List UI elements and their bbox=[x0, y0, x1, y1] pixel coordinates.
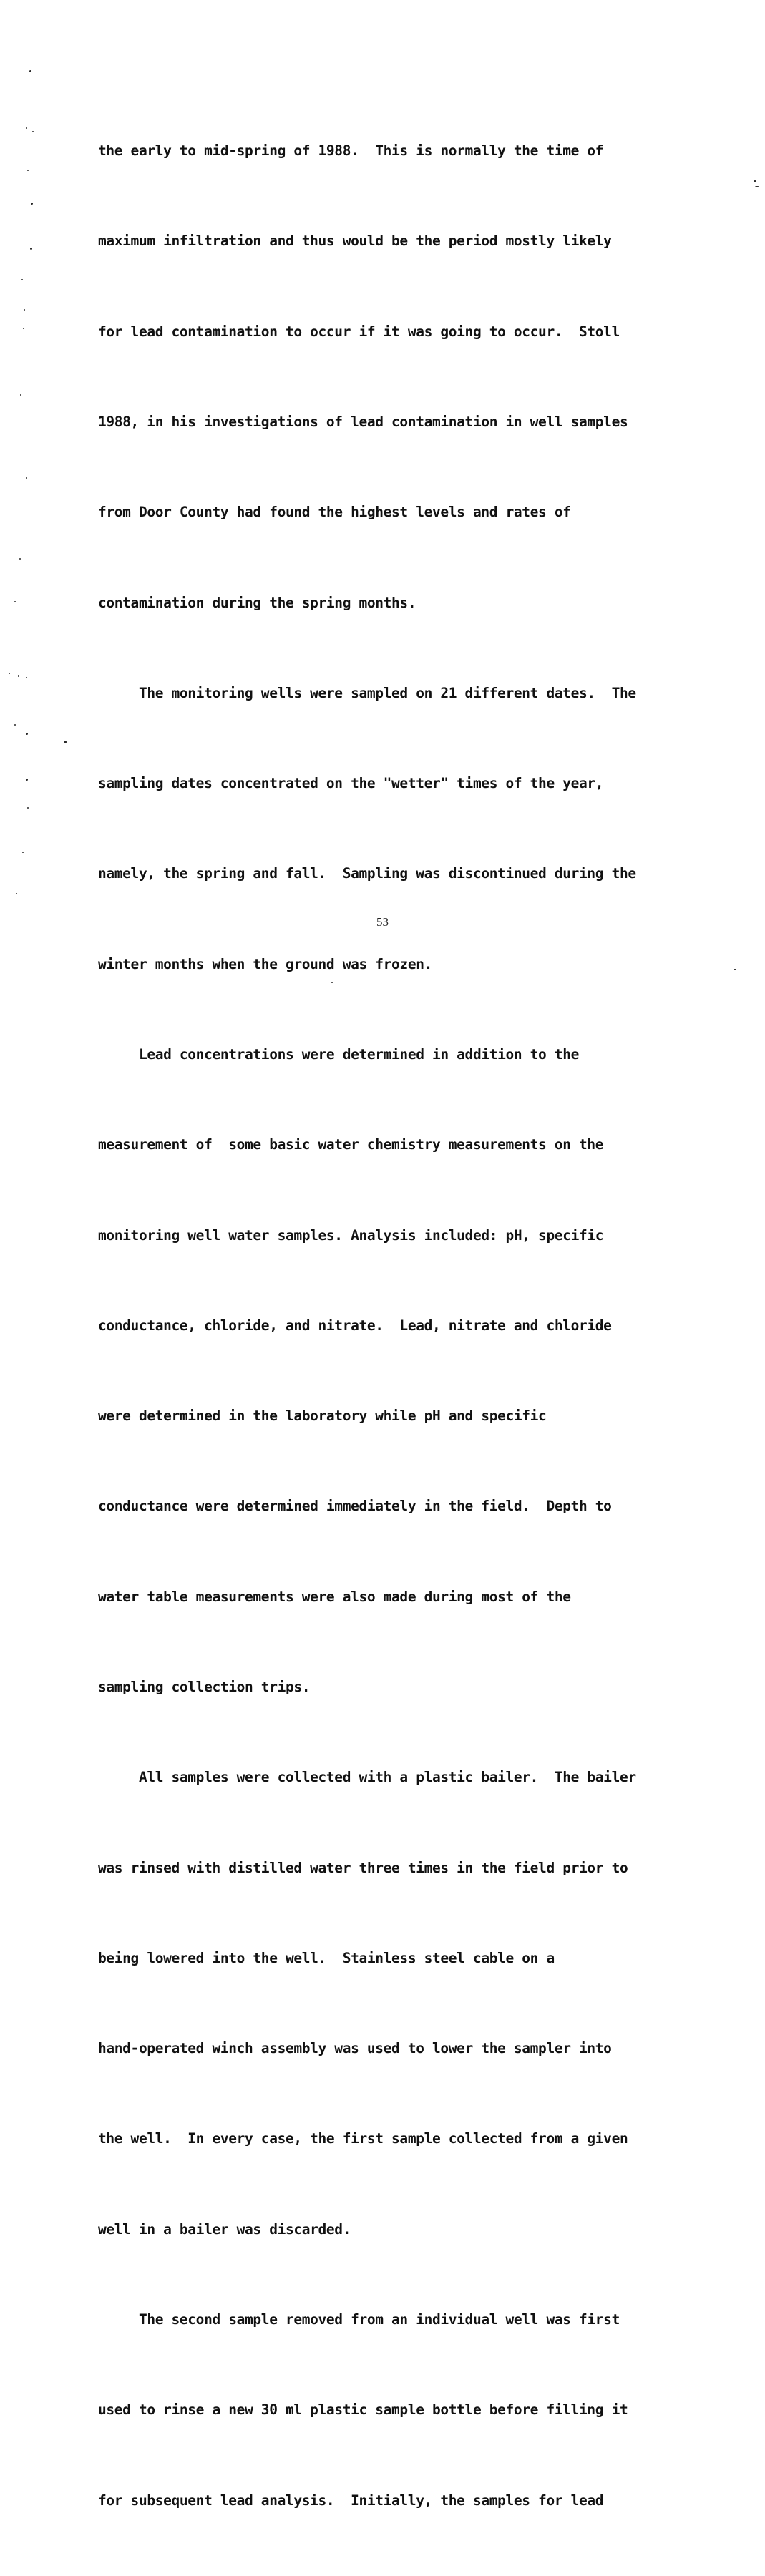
scan-speck bbox=[32, 131, 34, 132]
text-line: was rinsed with distilled water three times in the field prior to bbox=[98, 1859, 628, 1876]
scan-speck bbox=[31, 203, 33, 205]
text-line: used to rinse a new 30 ml plastic sample bottle before filling it bbox=[98, 2401, 628, 2419]
text-line: 1988, in his investigations of lead contamination in well samples bbox=[98, 414, 628, 431]
page-number: 53 bbox=[376, 915, 389, 929]
text-line: hand-operated winch assembly was used to lower the sampler into bbox=[98, 2040, 612, 2057]
text-line: namely, the spring and fall. Sampling was discontinued during the bbox=[98, 865, 636, 882]
text-line: Lead concentrations were determined in addition to the bbox=[98, 1046, 580, 1063]
text-line: the well. In every case, the first sample collected from a given bbox=[98, 2130, 628, 2147]
text-line: The monitoring wells were sampled on 21 different dates. The bbox=[98, 684, 636, 701]
text-line: All samples were collected with a plastic bailer. The bailer bbox=[98, 1769, 636, 1786]
scan-speck bbox=[16, 893, 17, 894]
text-line: for lead contamination to occur if it was going to occur. Stoll bbox=[98, 323, 620, 340]
text-line: were determined in the laboratory while pH and specific bbox=[98, 1407, 547, 1425]
text-line: sampling collection trips. bbox=[98, 1678, 311, 1695]
scan-speck bbox=[20, 394, 21, 396]
text-line: well in a bailer was discarded. bbox=[98, 2220, 351, 2238]
scan-speck bbox=[30, 248, 32, 250]
scan-speck bbox=[29, 70, 31, 72]
scan-speck bbox=[734, 969, 736, 970]
scan-speck bbox=[26, 779, 28, 781]
scan-speck bbox=[27, 170, 29, 171]
text-line: from Door County had found the highest levels and rates of bbox=[98, 504, 571, 521]
text-line: contamination during the spring months. bbox=[98, 594, 416, 611]
scan-speck bbox=[19, 558, 21, 560]
text-line: monitoring well water samples. Analysis included: pH, specific bbox=[98, 1226, 604, 1244]
scan-speck bbox=[26, 127, 27, 129]
scan-speck bbox=[64, 741, 67, 743]
scan-speck bbox=[331, 982, 333, 983]
text-line: being lowered into the well. Stainless steel cable on a bbox=[98, 1949, 555, 1966]
scan-speck bbox=[9, 673, 10, 674]
text-line: the early to mid-spring of 1988. This is normally the time of bbox=[98, 142, 604, 160]
body-text bbox=[98, 76, 713, 2576]
text-line: conductance, chloride, and nitrate. Lead, nitrate and chloride bbox=[98, 1317, 612, 1334]
scan-speck bbox=[18, 675, 19, 677]
scan-speck bbox=[22, 852, 24, 853]
scan-speck bbox=[755, 186, 759, 187]
scan-speck bbox=[754, 180, 756, 182]
text-line: sampling dates concentrated on the "wetter" times of the year, bbox=[98, 775, 604, 792]
text-line: winter months when the ground was frozen. bbox=[98, 955, 432, 972]
scan-speck bbox=[24, 309, 25, 311]
scan-speck bbox=[14, 601, 16, 602]
scan-speck bbox=[27, 807, 29, 809]
scan-speck bbox=[14, 724, 16, 726]
text-line: measurement of some basic water chemistry measurements on the bbox=[98, 1136, 604, 1153]
text-line: The second sample removed from an individual well was first bbox=[98, 2311, 620, 2328]
scan-speck bbox=[23, 328, 24, 329]
text-line: for subsequent lead analysis. Initially, the samples for lead bbox=[98, 2492, 604, 2509]
scan-speck bbox=[21, 279, 23, 280]
scan-speck bbox=[26, 477, 27, 479]
scan-speck bbox=[26, 677, 27, 678]
text-line: water table measurements were also made during most of the bbox=[98, 1588, 571, 1605]
text-line: conductance were determined immediately in the field. Depth to bbox=[98, 1498, 612, 1515]
text-line: maximum infiltration and thus would be the period mostly likely bbox=[98, 233, 612, 250]
scan-speck bbox=[26, 733, 28, 735]
